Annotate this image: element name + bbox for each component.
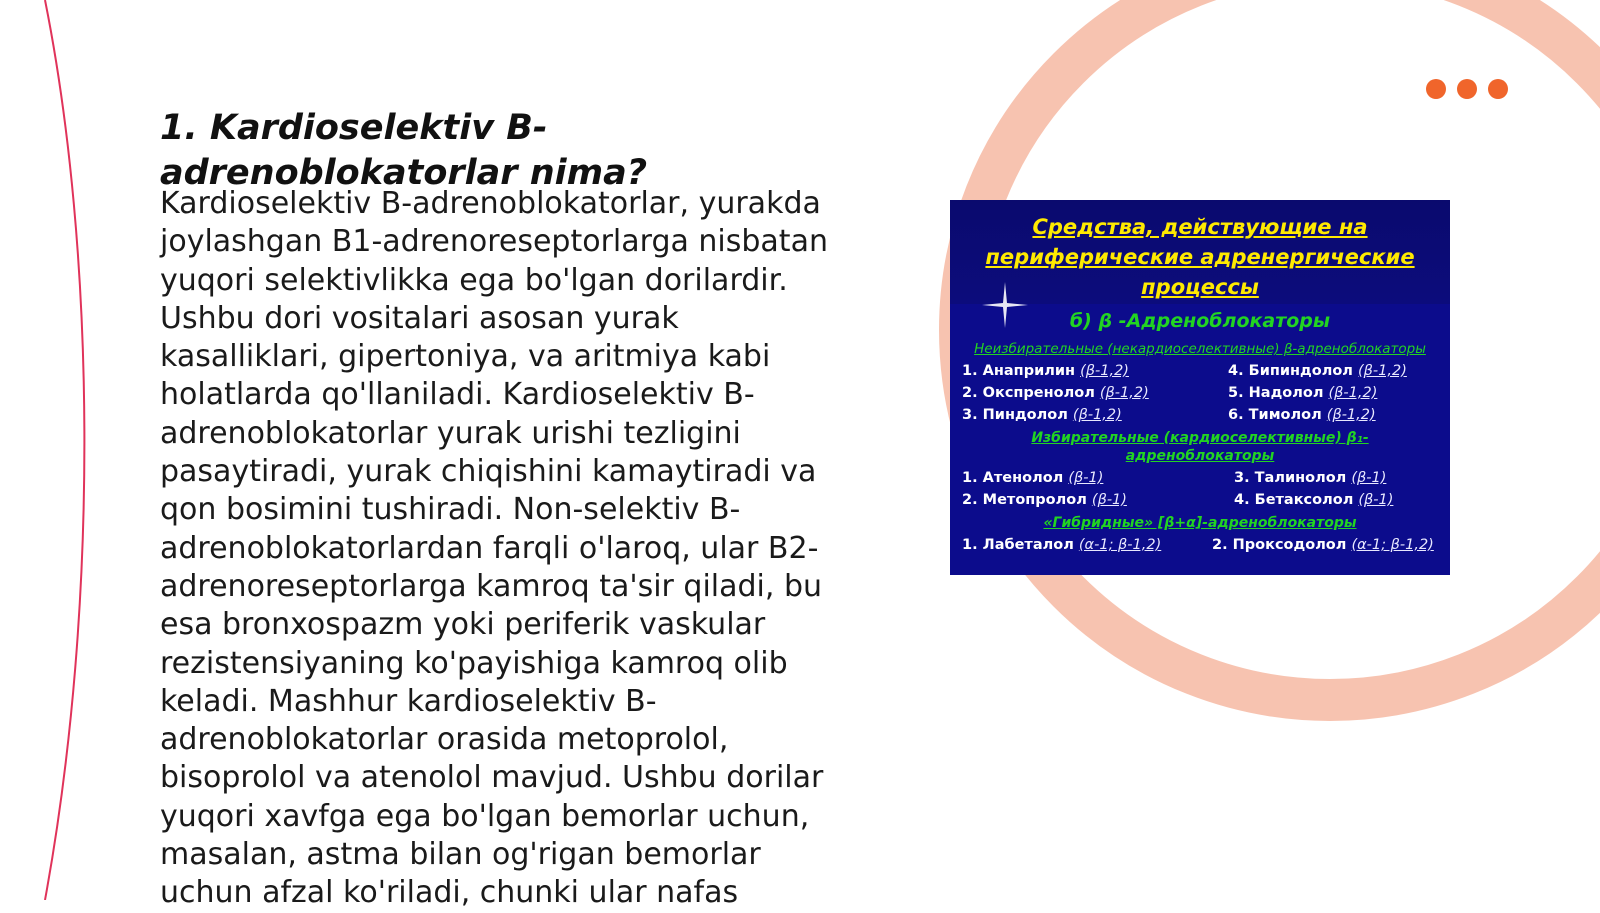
drug-row-left: 1. Анаприлин (β-1,2) (962, 363, 1129, 379)
decorative-dots (1426, 79, 1508, 99)
drug-row-right: 3. Талинолол (β-1) (1234, 470, 1387, 486)
drug-row-right: 6. Тимолол (β-1,2) (1228, 407, 1376, 423)
drug-row-left: 1. Лабеталол (α-1; β-1,2) (962, 537, 1162, 553)
drug-row-left: 3. Пиндолол (β-1,2) (962, 407, 1122, 423)
embedded-slide-image (950, 200, 1450, 575)
image-section-selective: Избирательные (кардиоселективные) β₁-адреноблокаторы (1031, 430, 1369, 464)
image-subtitle: б) β -Адреноблокаторы (1069, 310, 1331, 332)
drug-row-right: 5. Надолол (β-1,2) (1228, 385, 1378, 401)
dot-icon (1457, 79, 1477, 99)
image-section-hybrid: «Гибридные» [β+α]-адреноблокаторы (1043, 515, 1357, 531)
drug-row-right: 4. Бипиндолол (β-1,2) (1228, 363, 1407, 379)
drug-row-left: 2. Окспренолол (β-1,2) (962, 385, 1149, 401)
left-curve-line (45, 0, 84, 900)
drug-row-left: 2. Метопролол (β-1) (962, 492, 1127, 508)
dot-icon (1488, 79, 1508, 99)
drug-row-left: 1. Атенолол (β-1) (962, 470, 1104, 486)
drug-row-right: 4. Бетаксолол (β-1) (1234, 492, 1394, 508)
slide-body-text: Kardioselektiv B-adrenoblokatorlar, yurakda joylashgan B1-adrenoreseptorlarga nisbatan yuqori selektivlikka ega bo'lgan dorilardir. Ushbu dori vositalari asosan yurak kasalliklari, gipertoniya, va aritmiya kabi holatlarda qo'llaniladi. Kardioselektiv B-adrenoblokatorlar yurak urishi tezligini pasaytiradi, yurak chiqishini kamaytiradi va qon bosimini tushiradi. Non-selektiv B-adrenoblokatorlardan farqli o'laroq, ular B2-adrenoreseptorlarga kamroq ta'sir qiladi, bu esa bronxospazm yoki periferik vaskular rezistensiyaning ko'payishiga kamroq olib keladi. Mashhur kardioselektiv B-adrenoblokatorlar orasida metoprolol, bisoprolol va atenolol mavjud. Ushbu dorilar yuqori xavfga ega bo'lgan bemorlar uchun, masalan, astma bilan og'rigan bemorlar uchun afzal ko'riladi, chunki ular nafas (160, 186, 828, 911)
image-title: Средства, действующие на периферические адренергические процессы (985, 215, 1415, 299)
dot-icon (1426, 79, 1446, 99)
image-section-nonselective: Неизбирательные (некардиоселективные) β-адреноблокаторы (974, 341, 1426, 357)
slide-title: 1. Kardioselektiv B-adrenoblokatorlar nima? (160, 108, 648, 193)
drug-row-right: 2. Проксодолол (α-1; β-1,2) (1212, 537, 1434, 553)
